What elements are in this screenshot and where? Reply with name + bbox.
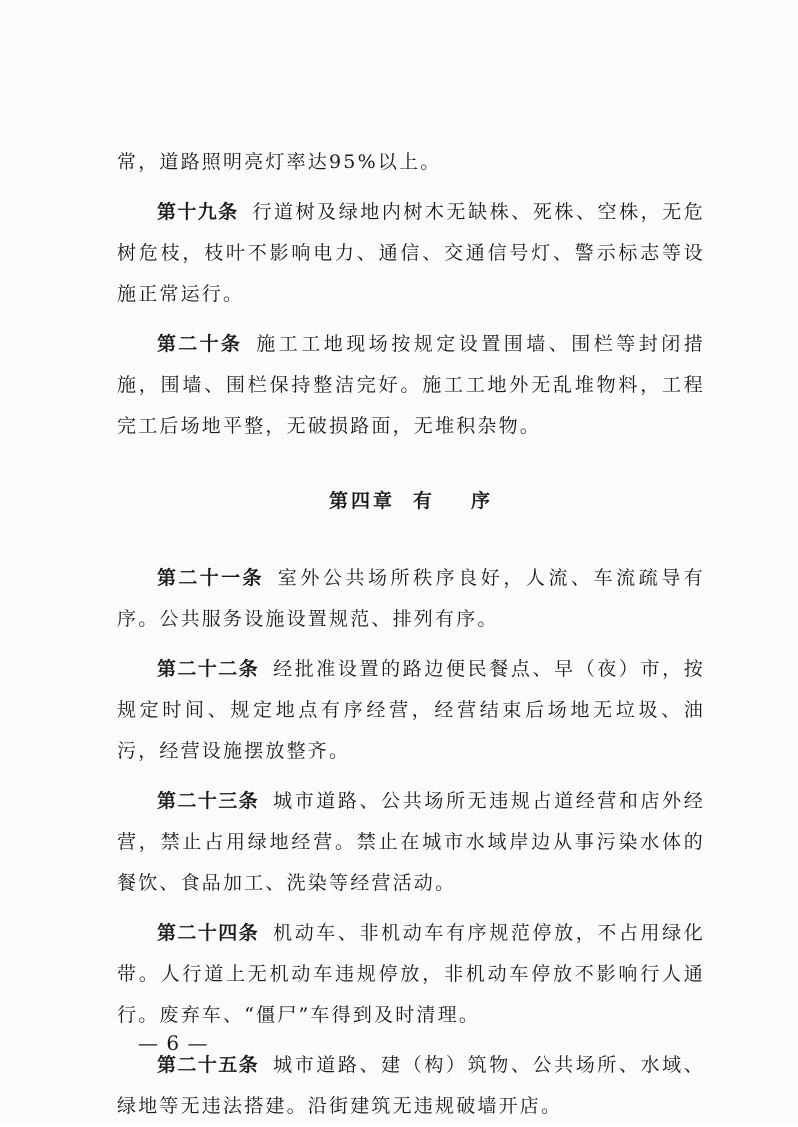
paragraph-text: 常，道路照明亮灯率达95%以上。 — [117, 151, 442, 173]
article-24 — [117, 913, 705, 1036]
article-21 — [117, 558, 705, 640]
article-text: 机动车、非机动车有序规范停放，不占用绿化带。人行道上无机动车违规停放，非机动车停放不影响行人通行。废弃车、“僵尸”车得到及时清理。 — [117, 922, 705, 1026]
article-number: 第二十二条 — [157, 658, 260, 680]
article-number: 第二十三条 — [157, 790, 260, 812]
page-number: — 6 — — [138, 1031, 209, 1055]
article-22 — [117, 649, 705, 772]
chapter-title-part: 序 — [471, 490, 494, 512]
article-19 — [117, 192, 705, 315]
paragraph-continuation — [117, 142, 705, 183]
article-text: 室外公共场所秩序良好，人流、车流疏导有序。公共服务设施设置规范、排列有序。 — [117, 567, 705, 630]
article-number: 第十九条 — [157, 201, 239, 223]
article-number: 第二十一条 — [157, 567, 264, 589]
article-23 — [117, 781, 705, 904]
article-number: 第二十五条 — [157, 1054, 260, 1076]
chapter-title-part: 有 — [412, 490, 435, 512]
article-text: 经批准设置的路边便民餐点、早（夜）市，按规定时间、规定地点有序经营，经营结束后场地无垃圾、油污，经营设施摆放整齐。 — [117, 658, 705, 762]
document-body — [117, 142, 705, 1127]
article-20 — [117, 324, 705, 447]
article-text: 城市道路、建（构）筑物、公共场所、水域、绿地等无违法搭建。沿街建筑无违规破墙开店。 — [117, 1054, 705, 1117]
article-text: 城市道路、公共场所无违规占道经营和店外经营，禁止占用绿地经营。禁止在城市水域岸边从事污染水体的餐饮、食品加工、洗染等经营活动。 — [117, 790, 705, 894]
chapter-number: 第四章 — [328, 490, 395, 512]
article-number: 第二十条 — [157, 333, 243, 355]
article-text: 行道树及绿地内树木无缺株、死株、空株，无危树危枝，枝叶不影响电力、通信、交通信号灯、警示标志等设施正常运行。 — [117, 201, 705, 305]
article-text: 施工工地现场按规定设置围墙、围栏等封闭措施，围墙、围栏保持整洁完好。施工工地外无乱堆物料，工程完工后场地平整，无破损路面，无堆积杂物。 — [117, 333, 705, 437]
chapter-heading — [117, 481, 705, 522]
article-number: 第二十四条 — [157, 922, 260, 944]
